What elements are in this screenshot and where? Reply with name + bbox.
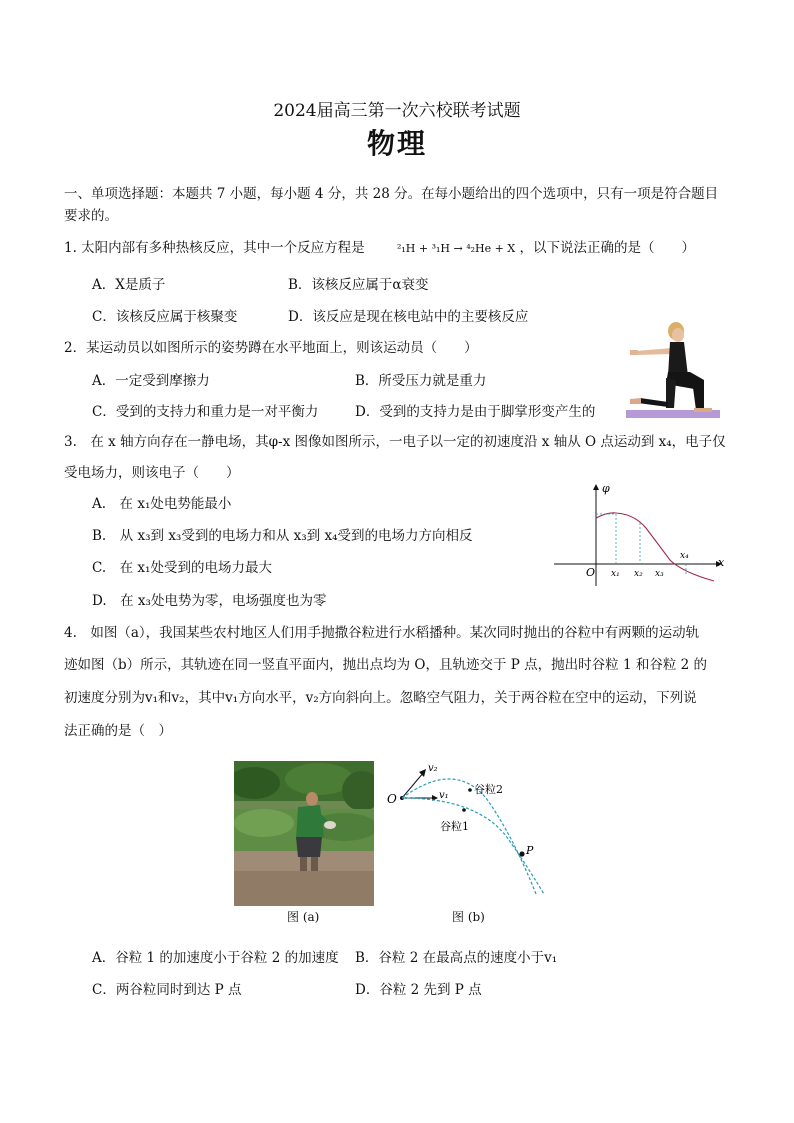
q4-option-c: C．两谷粒同时到达 P 点 — [92, 982, 242, 998]
origin-o-label: O — [387, 792, 397, 806]
intersection-point — [519, 851, 524, 856]
q2-option-a: A．一定受到摩擦力 — [92, 373, 210, 389]
q3-option-d: D. 在 x₃处电势为零，电场强度也为零 — [92, 593, 327, 609]
farmer-photo — [234, 761, 374, 906]
v1-label: v₁ — [439, 790, 449, 801]
q1-stem-before: 1. 太阳内部有多种热核反应，其中一个反应方程是 — [64, 240, 365, 256]
q1-option-c: C．该核反应属于核聚变 — [92, 309, 238, 325]
exam-title: 2024届高三第一次六校联考试题 — [273, 101, 521, 121]
q1-option-a: A．X是质子 — [92, 277, 166, 293]
q2-option-c: C．受到的支持力和重力是一对平衡力 — [92, 404, 319, 420]
q2-option-b: B．所受压力就是重力 — [355, 373, 487, 389]
q3-stem-line1: 3. 在 x 轴方向存在一静电场，其φ-x 图像如图所示，一电子以一定的初速度沿 x 轴从 O 点运动到 x₄，电子仅 — [64, 434, 726, 450]
v2-label: v₂ — [428, 763, 438, 774]
trajectory-diagram — [384, 758, 554, 898]
q1-option-d: D．该反应是现在核电站中的主要核反应 — [288, 309, 529, 325]
q4-stem-line4: 法正确的是（ ） — [64, 723, 172, 739]
figure-a-caption: 图 (a) — [287, 910, 320, 924]
point-p-label: P — [526, 844, 534, 857]
q3-option-a: A. 在 x₁处电势能最小 — [92, 496, 232, 512]
q4-stem-line2: 迹如图（b）所示，其轨迹在同一竖直平面内，抛出点均为 O，且轨迹交于 P 点，抛出时谷粒 1 和谷粒 2 的 — [64, 657, 708, 673]
q4-option-d: D．谷粒 2 先到 P 点 — [355, 982, 482, 998]
q4-stem-line3: 初速度分别为v₁和v₂，其中v₁方向水平，v₂方向斜向上。忽略空气阻力，关于两谷粒在空中的运动，下列说 — [64, 690, 697, 706]
q1-stem — [64, 236, 695, 256]
q4-option-a: A．谷粒 1 的加速度小于谷粒 2 的加速度 — [92, 950, 339, 966]
q2-option-d: D．受到的支持力是由于脚掌形变产生的 — [355, 404, 596, 420]
q3-option-b: B. 从 x₃到 x₃受到的电场力和从 x₃到 x₄受到的电场力方向相反 — [92, 528, 473, 544]
q4-option-b: B．谷粒 2 在最高点的速度小于v₁ — [355, 950, 558, 966]
tick-x3: x₃ — [655, 569, 664, 579]
v2-arrow — [402, 772, 424, 798]
grain1-label: 谷粒1 — [440, 820, 469, 833]
section-intro: 一、单项选择题：本题共 7 小题，每小题 4 分，共 28 分。在每小题给出的四个选项中，只有一项是符合题目要求的。 — [64, 186, 719, 224]
grain2-label: 谷粒2 — [474, 783, 503, 796]
x-axis-label: x — [718, 556, 725, 569]
q3-stem-line2: 受电场力，则该电子（ ） — [64, 465, 240, 481]
phi-x-graph — [552, 480, 728, 590]
q2-stem: 2．某运动员以如图所示的姿势蹲在水平地面上，则该运动员（ ） — [64, 340, 478, 356]
q1-option-b: B．该核反应属于α衰变 — [288, 277, 429, 293]
trajectory-grain2 — [402, 779, 536, 894]
tick-x2: x₂ — [634, 569, 643, 579]
q3-option-c: C. 在 x₁处受到的电场力最大 — [92, 560, 272, 576]
q1-stem-after: ，以下说法正确的是（ ） — [519, 240, 695, 256]
q1-equation: ²₁H + ³₁H → ⁴₂He + X — [396, 242, 516, 255]
y-axis-label: φ — [602, 482, 610, 495]
figure-b-caption: 图 (b) — [452, 910, 485, 924]
tick-x4: x₄ — [680, 551, 689, 561]
q4-stem-line1: 4. 如图（a），我国某些农村地区人们用手抛撒谷粒进行水稻播种。某次同时抛出的谷粒中有两颗的运动轨 — [64, 625, 700, 641]
subject-title: 物理 — [366, 127, 427, 160]
athlete-squat-figure — [626, 318, 720, 422]
trajectory-grain1 — [402, 798, 544, 894]
tick-x1: x₁ — [611, 569, 620, 579]
origin-label: O — [586, 566, 596, 579]
